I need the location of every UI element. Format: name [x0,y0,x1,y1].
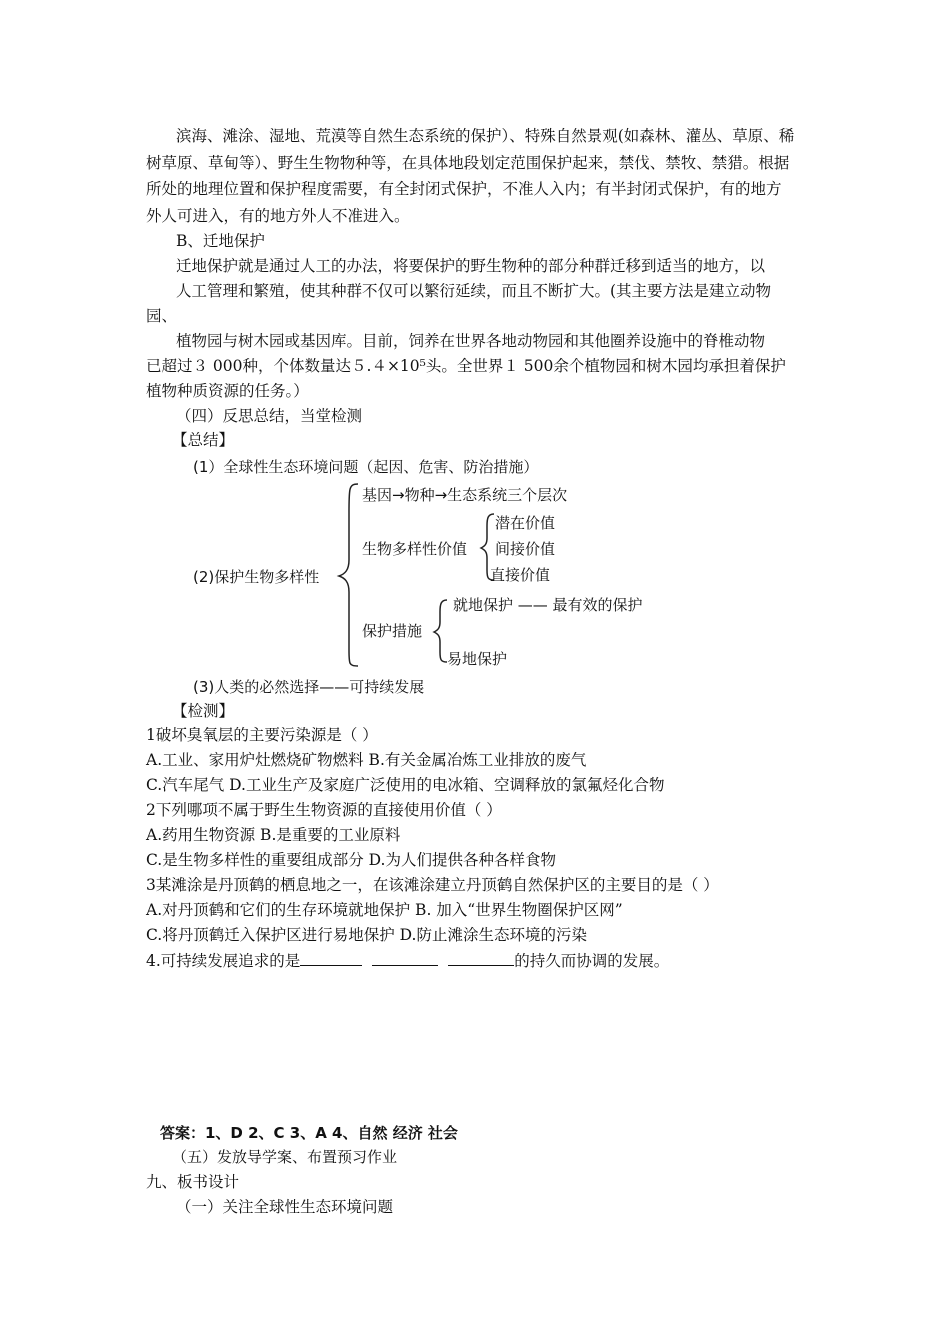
answers: 答案：1、D 2、C 3、A 4、自然 经济 社会 [160,1124,458,1142]
diagram-measure-ex-situ: 易地保护 [447,650,508,668]
question4-blank3[interactable] [448,949,514,966]
question3: 3某滩涂是丹顶鹤的栖息地之一，在该滩涂建立丹顶鹤自然保护区的主要目的是（ ） [146,876,719,894]
diagram-levels: 基因→物种→生态系统三个层次 [362,486,568,504]
section9-title: 九、板书设计 [146,1173,240,1191]
measure-brace [434,600,447,662]
diagram-value-label: 生物多样性价值 [362,540,468,558]
section5-title: （五）发放导学案、布置预习作业 [172,1148,398,1166]
question2-options-cd: C.是生物多样性的重要组成部分 D.为人们提供各种各样食物 [146,851,556,869]
diagram-measure-in-situ: 就地保护 —— 最有效的保护 [453,596,643,614]
paragraph1-line1: 滨海、滩涂、湿地、荒漠等自然生态系统的保护）、特殊自然景观(如森林、灌丛、草原、稀 [176,127,795,145]
paragraph1-line2: 树草原、草甸等）、野生生物物种等，在具体地段划定范围保护起来，禁伐、禁牧、禁猎。根据 [146,154,790,172]
paragraph2-line1: 迁地保护就是通过人工的办法，将要保护的野生物种的部分种群迁移到适当的地方，以 [176,257,766,275]
diagram-value-direct: 直接价值 [490,566,551,584]
question4 [146,949,669,972]
section4-title: （四）反思总结，当堂检测 [176,407,363,425]
diagram-item3: (3)人类的必然选择——可持续发展 [193,678,425,696]
paragraph1-line3: 所处的地理位置和保护程度需要，有全封闭式保护，不准人入内；有半封闭式保护，有的地方 [146,180,782,198]
diagram-measures-label: 保护措施 [362,622,423,640]
summary-diagram [185,452,705,702]
question3-options-ab: A.对丹顶鹤和它们的生存环境就地保护 B. 加入“世界生物圈保护区网” [146,901,623,919]
question1-options-ab: A.工业、家用炉灶燃烧矿物燃料 B.有关金属冶炼工业排放的废气 [146,751,587,769]
question4-prefix: 4.可持续发展追求的是 [146,952,301,970]
paragraph2-line6: 植物种质资源的任务。） [146,382,309,400]
section-b-title: B、迁地保护 [176,232,265,250]
paragraph2-line4: 植物园与树木园或基因库。目前，饲养在世界各地动物园和其他圈养设施中的脊椎动物 [176,332,766,350]
paragraph2-line5: 已超过３ 000种，个体数量达５.４×10⁵头。全世界１ 500余个植物园和树木园均承担着保护 [146,357,786,375]
paragraph2-line3: 园、 [146,307,178,325]
paragraph1-line4: 外人可进入，有的地方外人不准进入。 [146,207,410,225]
question4-blank2[interactable] [372,949,438,966]
diagram-value-potential: 潜在价值 [495,514,556,532]
diagram-value-indirect: 间接价值 [495,540,556,558]
question1: 1破坏臭氧层的主要污染源是（ ） [146,726,378,744]
board-item1: （一）关注全球性生态环境问题 [176,1198,394,1216]
test-heading: 【检测】 [172,702,235,720]
main-brace [339,484,358,666]
diagram-item2: (2)保护生物多样性 [193,568,320,586]
summary-heading: 【总结】 [172,431,235,449]
question2: 2下列哪项不属于野生生物资源的直接使用价值（ ） [146,801,502,819]
question4-suffix: 的持久而协调的发展。 [514,952,670,970]
question1-options-cd: C.汽车尾气 D.工业生产及家庭广泛使用的电冰箱、空调释放的氯氟烃化合物 [146,776,665,794]
question3-options-cd: C.将丹顶鹤迁入保护区进行易地保护 D.防止滩涂生态环境的污染 [146,926,587,944]
diagram-item1: (1）全球性生态环境问题（起因、危害、防治措施） [193,458,539,476]
question2-options-ab: A.药用生物资源 B.是重要的工业原料 [146,826,401,844]
question4-blank1[interactable] [300,949,362,966]
paragraph2-line2: 人工管理和繁殖，使其种群不仅可以繁衍延续，而且不断扩大。(其主要方法是建立动物 [176,282,772,300]
